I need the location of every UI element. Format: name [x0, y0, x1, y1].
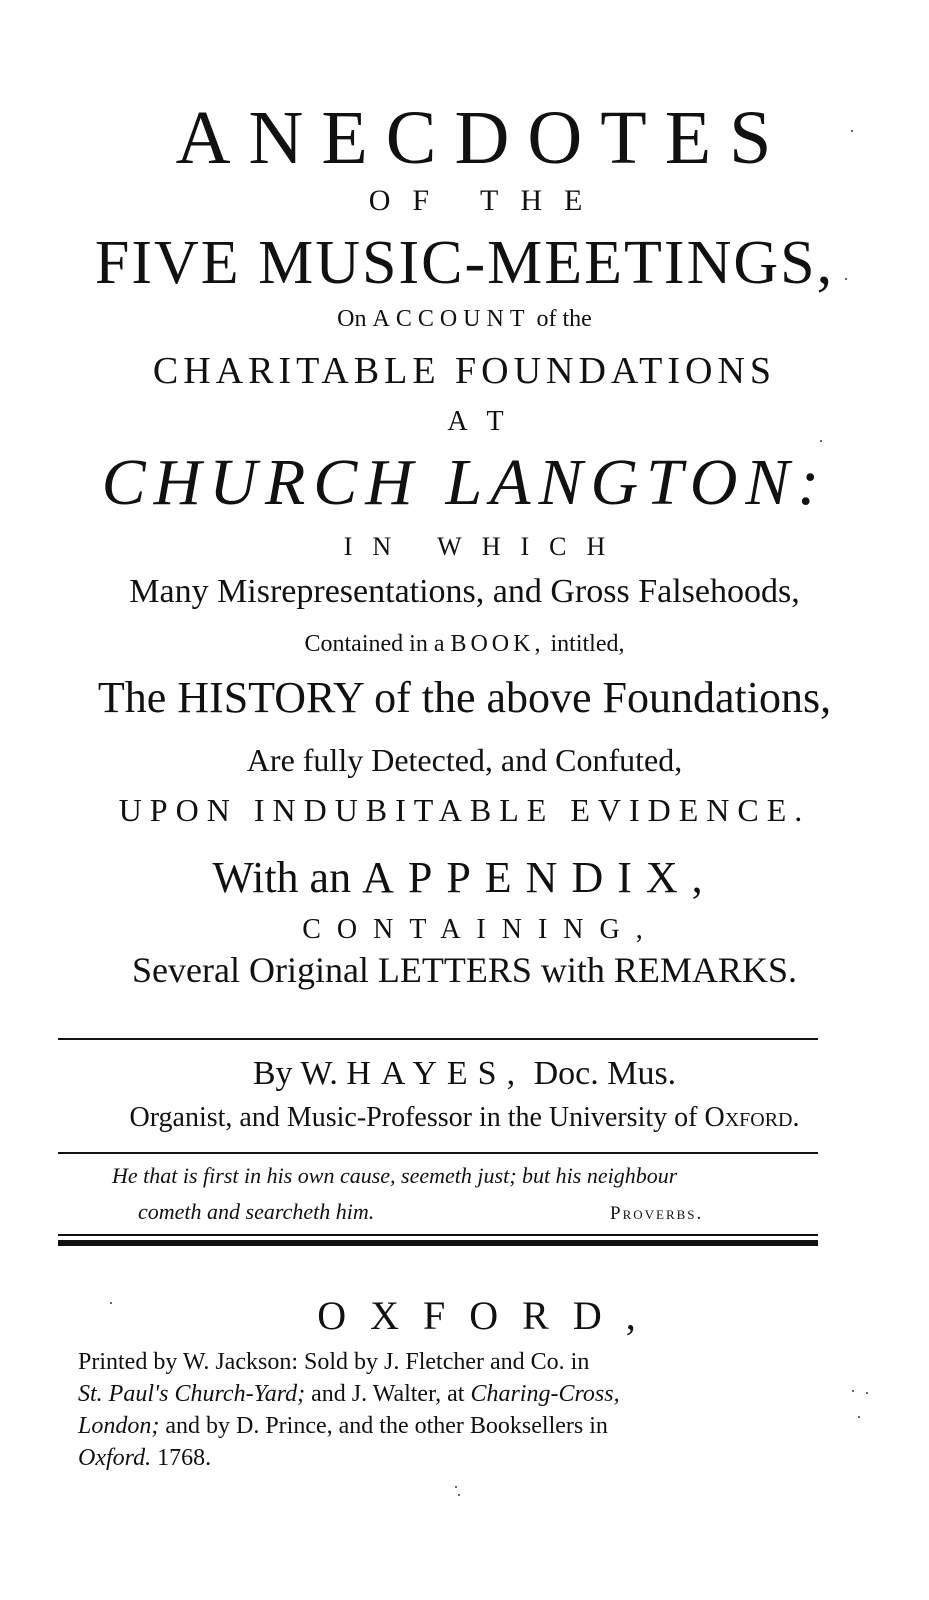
- imprint-line-4: [78, 1446, 211, 1470]
- epigraph-line-2: cometh and searcheth him.: [138, 1199, 375, 1224]
- title-history: The HISTORY of the above Foundations,: [97, 673, 832, 722]
- organist-caps: Oxford.: [704, 1102, 800, 1133]
- contained-prefix: Contained in a: [304, 631, 445, 657]
- speck: [858, 1416, 860, 1418]
- contained-suffix: intitled,: [550, 631, 625, 657]
- speck: [845, 278, 847, 280]
- title-anecdotes: ANECDOTES: [175, 96, 790, 180]
- epigraph-attribution: Proverbs.: [610, 1203, 704, 1224]
- imprint-line-4-b: 1768.: [157, 1445, 212, 1471]
- title-of-the: OF THE: [368, 184, 605, 217]
- contained-caps: BOOK,: [450, 631, 545, 657]
- title-at: AT: [447, 406, 526, 437]
- imprint-line-3-b: and by D. Prince, and the other Booksellers in: [165, 1413, 608, 1439]
- on-suffix: of the: [536, 306, 592, 332]
- by-caps: HAYES,: [346, 1055, 526, 1092]
- imprint-line-3-a: London;: [78, 1413, 160, 1439]
- speck: [851, 130, 853, 132]
- divider-double-thin: [58, 1234, 818, 1236]
- imprint-line-2-a: St. Paul's Church-Yard;: [78, 1381, 306, 1407]
- with-caps: APPENDIX,: [362, 853, 717, 902]
- imprint-line-4-a: Oxford.: [78, 1445, 152, 1471]
- title-charitable-foundations: CHARITABLE FOUNDATIONS: [152, 350, 777, 392]
- title-containing: CONTAINING,: [302, 914, 659, 945]
- title-on-account: [0, 307, 929, 331]
- divider-middle: [58, 1152, 818, 1154]
- divider-double-thick: [58, 1240, 818, 1246]
- imprint-line-2-b: and J. Walter, at: [311, 1381, 465, 1407]
- author-position: [0, 1104, 929, 1132]
- imprint-line-1: [78, 1350, 589, 1374]
- on-prefix: On: [337, 306, 367, 332]
- title-in-which: IN WHICH: [343, 532, 626, 561]
- imprint-city: OXFORD,: [317, 1293, 660, 1338]
- by-suffix: Doc. Mus.: [533, 1055, 677, 1092]
- title-several-letters: Several Original LETTERS with REMARKS.: [132, 950, 797, 990]
- speck: [866, 1392, 868, 1394]
- speck: [820, 440, 822, 442]
- epigraph-line-1: He that is first in his own cause, seemeth just; but his neighbour: [112, 1163, 678, 1188]
- organist-prefix: Organist, and Music-Professor in the University of: [129, 1102, 698, 1133]
- title-upon-evidence: UPON INDUBITABLE EVIDENCE.: [118, 792, 811, 828]
- title-five-music-meetings: FIVE MUSIC-MEETINGS,: [94, 229, 835, 297]
- title-contained-in-book: [0, 632, 929, 656]
- speck: [458, 1494, 460, 1496]
- divider-top: [58, 1038, 818, 1040]
- on-caps: ACCOUNT: [372, 306, 531, 332]
- speck: [455, 1486, 457, 1488]
- title-church-langton: CHURCH LANGTON:: [101, 446, 828, 519]
- speck: [110, 1302, 112, 1304]
- title-many-misrepresentations: Many Misrepresentations, and Gross Falsehoods,: [129, 573, 800, 610]
- title-with-appendix: [0, 853, 929, 902]
- imprint-line-2: [78, 1382, 620, 1406]
- speck: [852, 1390, 854, 1392]
- imprint-line-3: [78, 1414, 608, 1438]
- imprint-line-1-text: Printed by W. Jackson: Sold by J. Fletcher and Co. in: [78, 1349, 590, 1375]
- with-prefix: With an: [212, 853, 352, 902]
- imprint-line-2-c: Charing-Cross,: [470, 1381, 620, 1407]
- title-are-fully-detected: Are fully Detected, and Confuted,: [246, 742, 683, 778]
- author-line: [0, 1057, 929, 1091]
- by-prefix: By W.: [252, 1055, 338, 1092]
